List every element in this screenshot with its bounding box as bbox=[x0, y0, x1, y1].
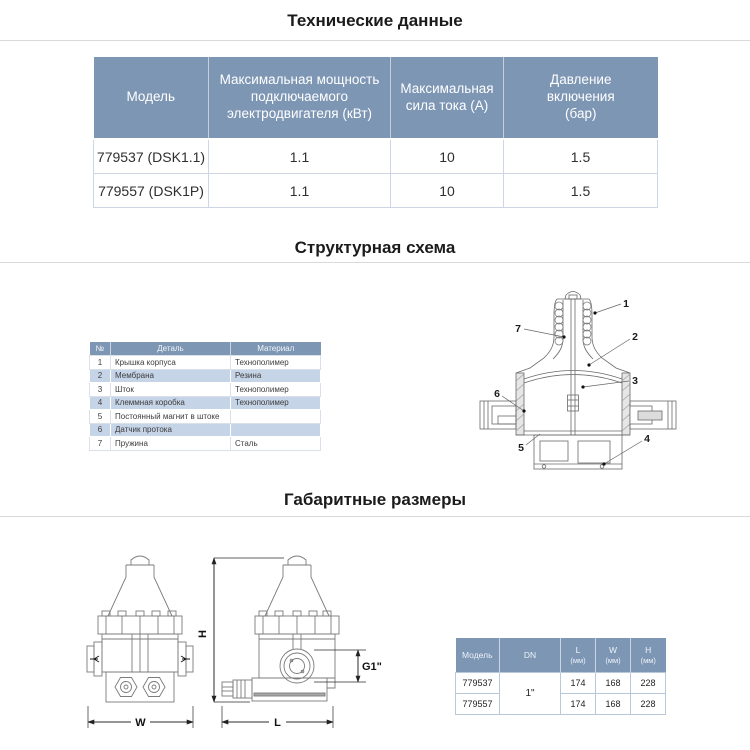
part-detail: Мембрана bbox=[111, 369, 231, 383]
part-detail: Крышка корпуса bbox=[111, 356, 231, 370]
dimension-drawing-svg bbox=[60, 538, 450, 743]
parts-header-row bbox=[90, 342, 321, 356]
spec-cell-current: 10 bbox=[391, 174, 504, 208]
spec-cell-model: 779557 (DSK1P) bbox=[94, 174, 209, 208]
part-material bbox=[231, 410, 321, 424]
section-title-structural: Структурная схема bbox=[294, 238, 456, 257]
dims-cell-dn: 1" bbox=[500, 673, 561, 715]
part-material bbox=[231, 423, 321, 437]
spec-cell-model: 779537 (DSK1.1) bbox=[94, 139, 209, 174]
dims-cell-h: 228 bbox=[631, 694, 666, 715]
part-detail: Шток bbox=[111, 383, 231, 397]
svg-text:2: 2 bbox=[632, 331, 638, 343]
divider bbox=[0, 262, 750, 263]
part-detail: Пружина bbox=[111, 437, 231, 451]
length-label: L bbox=[274, 717, 281, 729]
spec-cell-pressure: 1.5 bbox=[504, 174, 658, 208]
callout-1 bbox=[593, 298, 629, 315]
part-no: 3 bbox=[90, 383, 111, 397]
spec-col-model: Модель bbox=[94, 57, 209, 139]
part-material: Технополимер bbox=[231, 396, 321, 410]
parts-col-material: Материал bbox=[231, 342, 321, 356]
section-title-technical: Технические данные bbox=[287, 11, 463, 30]
parts-row bbox=[90, 383, 321, 397]
part-no: 5 bbox=[90, 410, 111, 424]
spec-row-779537 bbox=[94, 139, 658, 174]
part-no: 6 bbox=[90, 423, 111, 437]
dims-row-779557 bbox=[456, 694, 666, 715]
spec-col-current: Максимальная сила тока (А) bbox=[391, 57, 504, 139]
section-title-dimensions: Габаритные размеры bbox=[284, 490, 466, 509]
parts-row bbox=[90, 369, 321, 383]
svg-text:5: 5 bbox=[518, 442, 524, 454]
dims-col-w: W (мм) bbox=[596, 638, 631, 673]
svg-text:3: 3 bbox=[632, 375, 638, 387]
part-material: Технополимер bbox=[231, 383, 321, 397]
structural-diagram bbox=[478, 283, 678, 486]
dims-row-779537 bbox=[456, 673, 666, 694]
dims-cell-w: 168 bbox=[596, 694, 631, 715]
dims-cell-l: 174 bbox=[561, 673, 596, 694]
part-detail: Клеммная коробка bbox=[111, 396, 231, 410]
dims-col-model: Модель bbox=[456, 638, 500, 673]
dims-header-row bbox=[456, 638, 666, 673]
dims-col-h: H (мм) bbox=[631, 638, 666, 673]
spec-row-779557 bbox=[94, 174, 658, 208]
dims-cell-w: 168 bbox=[596, 673, 631, 694]
spring-coils bbox=[555, 302, 591, 345]
parts-row bbox=[90, 356, 321, 370]
divider bbox=[0, 40, 750, 41]
spec-table bbox=[93, 57, 658, 208]
part-detail: Постоянный магнит в штоке bbox=[111, 410, 231, 424]
side-thread-dimension bbox=[314, 650, 366, 682]
parts-row bbox=[90, 396, 321, 410]
spec-header-row bbox=[94, 57, 658, 139]
front-view bbox=[87, 556, 193, 702]
dims-col-dn: DN bbox=[500, 638, 561, 673]
dimensions-table bbox=[455, 638, 666, 715]
height-label: H bbox=[197, 630, 209, 638]
parts-row bbox=[90, 423, 321, 437]
svg-text:1: 1 bbox=[623, 298, 629, 310]
callout-4 bbox=[602, 433, 650, 466]
spec-col-power: Максимальная мощность подключаемого электродвигателя (кВт) bbox=[209, 57, 391, 139]
thread-label: G1" bbox=[362, 661, 382, 673]
structural-diagram-svg bbox=[478, 283, 678, 481]
part-no: 4 bbox=[90, 396, 111, 410]
part-material: Резина bbox=[231, 369, 321, 383]
dimension-drawing bbox=[60, 538, 450, 748]
part-no: 1 bbox=[90, 356, 111, 370]
part-material: Сталь bbox=[231, 437, 321, 451]
svg-text:6: 6 bbox=[494, 388, 500, 400]
spec-cell-pressure: 1.5 bbox=[504, 139, 658, 174]
callout-5 bbox=[518, 434, 540, 454]
side-view bbox=[222, 556, 339, 701]
dims-cell-l: 174 bbox=[561, 694, 596, 715]
parts-row bbox=[90, 410, 321, 424]
svg-text:4: 4 bbox=[644, 433, 650, 445]
dims-cell-model: 779557 bbox=[456, 694, 500, 715]
dims-cell-h: 228 bbox=[631, 673, 666, 694]
part-detail: Датчик протока bbox=[111, 423, 231, 437]
spec-col-pressure: Давление включения (бар) bbox=[504, 57, 658, 139]
spec-cell-power: 1.1 bbox=[209, 139, 391, 174]
part-no: 2 bbox=[90, 369, 111, 383]
part-no: 7 bbox=[90, 437, 111, 451]
dims-cell-model: 779537 bbox=[456, 673, 500, 694]
dims-col-l: L (мм) bbox=[561, 638, 596, 673]
part-material: Технополимер bbox=[231, 356, 321, 370]
spec-cell-current: 10 bbox=[391, 139, 504, 174]
parts-row bbox=[90, 437, 321, 451]
spec-cell-power: 1.1 bbox=[209, 174, 391, 208]
svg-text:7: 7 bbox=[515, 323, 521, 335]
width-label: W bbox=[135, 717, 146, 729]
divider bbox=[0, 516, 750, 517]
parts-col-detail: Деталь bbox=[111, 342, 231, 356]
parts-col-no: № bbox=[90, 342, 111, 356]
parts-table bbox=[89, 342, 321, 451]
